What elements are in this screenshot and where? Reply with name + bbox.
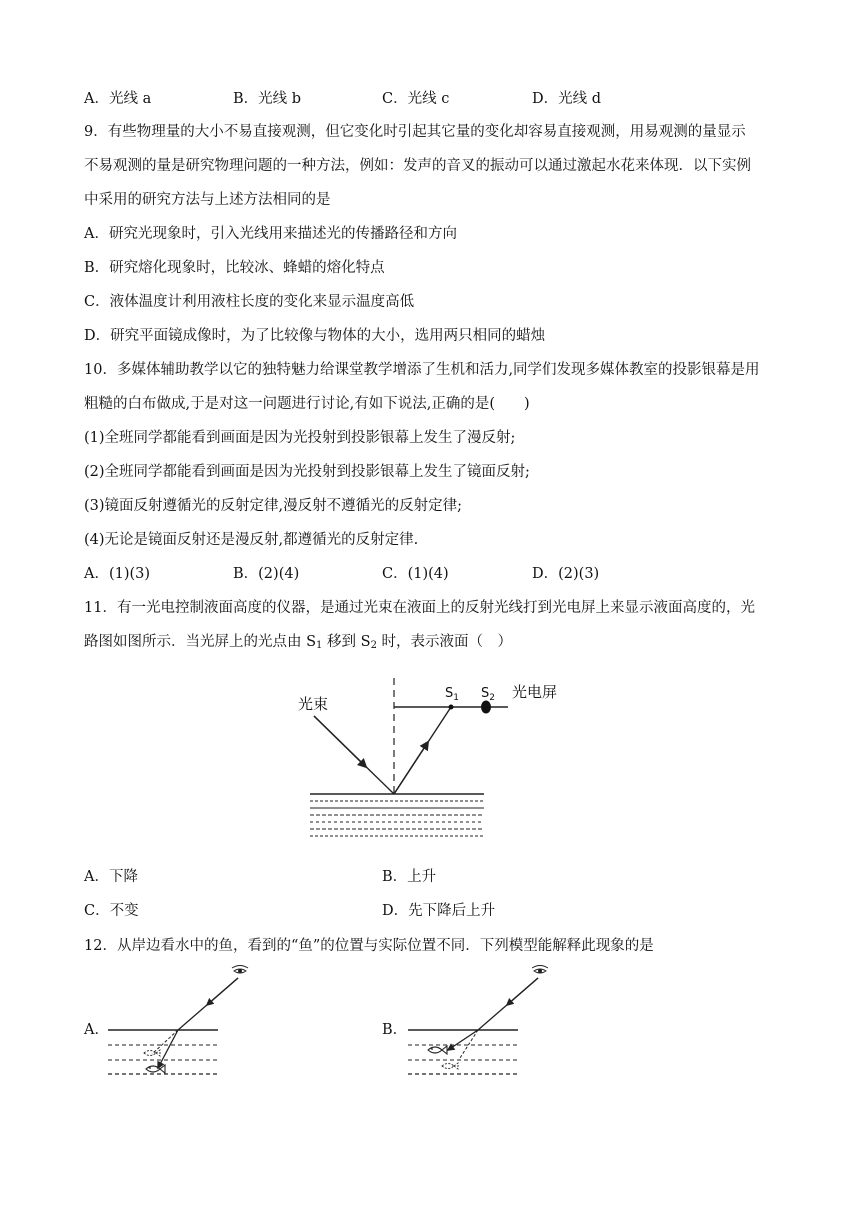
s2-label: $S_2$: [481, 686, 495, 703]
eye-icon: [532, 966, 548, 974]
q12-option-a-diagram: [104, 962, 254, 1087]
beam-label: 光束: [298, 695, 329, 713]
q11-option-b: B．上升: [382, 869, 437, 885]
q9-option-a: A．研究光现象时，引入光线用来描述光的传播路径和方向: [84, 226, 457, 242]
fish-icon: [428, 1046, 447, 1054]
light-reflection-diagram: [290, 672, 560, 844]
q11-option-c: C．不变: [84, 903, 139, 919]
q11-option-a: A．下降: [84, 869, 138, 885]
q8-option-a: A．光线 a: [84, 91, 152, 107]
q9-option-d: D．研究平面镜成像时，为了比较像与物体的大小，选用两只相同的蜡烛: [84, 328, 546, 344]
screen-label: 光电屏: [512, 683, 558, 701]
q8-option-d: D．光线 d: [532, 91, 602, 107]
q10-statement-4: (4)无论是镜面反射还是漫反射,都遵循光的反射定律.: [84, 532, 419, 548]
s1-label: $S_1$: [445, 686, 459, 703]
q10-statement-2: (2)全班同学都能看到画面是因为光投射到投影银幕上发生了镜面反射;: [84, 464, 530, 480]
q9-option-c: C．液体温度计利用液柱长度的变化来显示温度高低: [84, 294, 415, 310]
q9-stem-line-3: 中采用的研究方法与上述方法相同的是: [84, 192, 331, 208]
q12-option-b-diagram: [404, 962, 554, 1087]
q9-stem-line-1: 9．有些物理量的大小不易直接观测，但它变化时引起其它量的变化却容易直接观测，用易观测的量显示: [84, 124, 746, 140]
q9-stem-line-2: 不易观测的量是研究物理问题的一种方法，例如：发声的音叉的振动可以通过激起水花来体现．以下实例: [84, 158, 751, 174]
q10-statement-3: (3)镜面反射遵循光的反射定律,漫反射不遵循光的反射定律;: [84, 498, 463, 514]
q10-statement-1: (1)全班同学都能看到画面是因为光投射到投影银幕上发生了漫反射;: [84, 430, 516, 446]
q10-stem-line-1: 10．多媒体辅助教学以它的独特魅力给课堂教学增添了生机和活力,同学们发现多媒体教室的投影银幕是用: [84, 362, 760, 378]
spot-s1: [449, 705, 454, 710]
q8-option-c: C．光线 c: [382, 91, 450, 107]
virtual-fish-icon: [442, 1063, 458, 1069]
q10-stem-line-2: 粗糙的白布做成,于是对这一问题进行讨论,有如下说法,正确的是( ): [84, 396, 530, 412]
q10-option-c: C．(1)(4): [382, 566, 449, 582]
virtual-fish-icon: [144, 1050, 160, 1056]
fish-icon: [146, 1065, 165, 1073]
q11-stem-line-2: 路图如图所示．当光屏上的光点由 $S_1$ 移到 $S_2$ 时，表示液面（ ）: [84, 634, 513, 651]
liquid-surface: [310, 794, 484, 836]
q12-option-b-label: B．: [382, 1022, 408, 1038]
q12-stem: 12．从岸边看水中的鱼，看到的“鱼”的位置与实际位置不同．下列模型能解释此现象的是: [84, 938, 654, 954]
q11-option-d: D．先下降后上升: [382, 903, 496, 919]
q9-option-b: B．研究熔化现象时，比较冰、蜂蜡的熔化特点: [84, 260, 385, 276]
q8-option-b: B．光线 b: [233, 91, 302, 107]
eye-icon: [232, 966, 248, 974]
q10-option-d: D．(2)(3): [532, 566, 600, 582]
q10-option-a: A．(1)(3): [84, 566, 151, 582]
q12-option-a-label: A．: [84, 1022, 109, 1038]
q10-option-b: B．(2)(4): [233, 566, 300, 582]
q11-stem-line-1: 11．有一光电控制液面高度的仪器，是通过光束在液面上的反射光线打到光电屏上来显示液面高度的，光: [84, 600, 755, 616]
